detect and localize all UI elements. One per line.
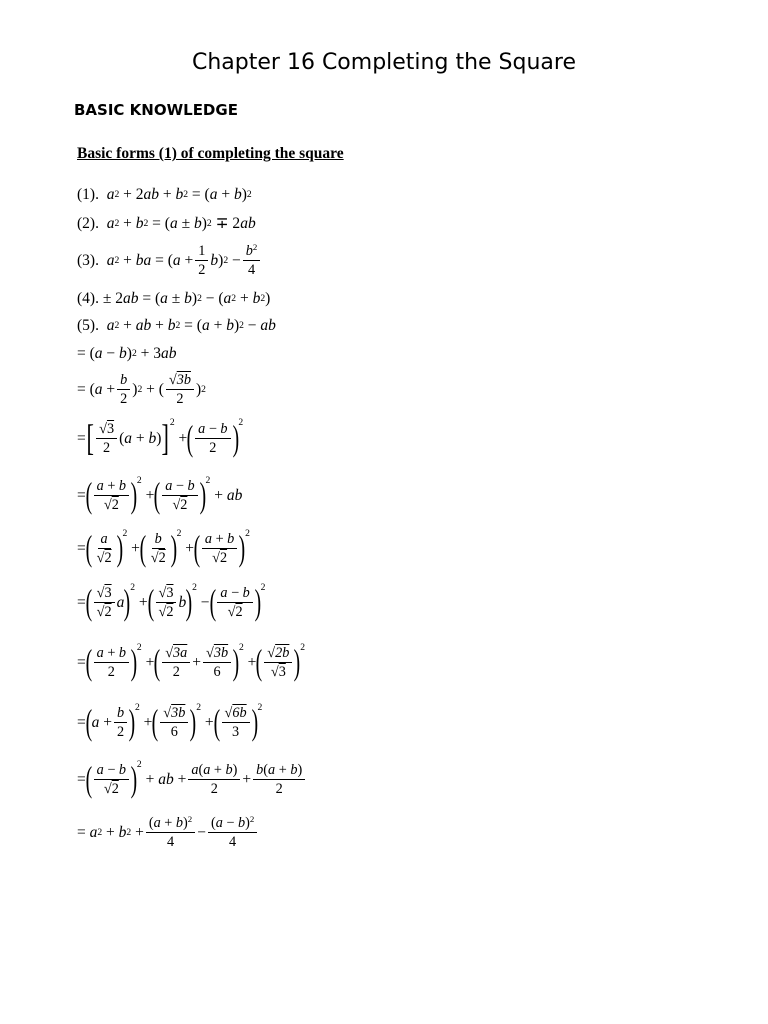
equation-5-step-7: = ( $\frac{a + b}{2}$ ) 2 + ( $\frac{√3a}{2}$ + $\frac{√3b}{6}$ ) 2 + ( $\frac{√2b}{√3}$ ) 2 [77, 642, 306, 683]
subheading: Basic forms (1) of completing the square [77, 145, 344, 162]
equation-5-step-9: = ( $\frac{a - b}{√2}$ ) 2 + ab + $\frac{a(a + b)}{2}$ + $\frac{b(a + b)}{2}$ [77, 762, 307, 798]
equation-label: (5). [77, 317, 99, 334]
equation-5-step-2: = ( a + $\frac{b}{2}$ ) 2 + ( $\frac{√3b}{2}$ ) 2 [77, 372, 206, 408]
equation-5-step-3: = [ $\frac{√3}{2}$ ( a + b ) ] 2 + ( $\frac{a - b}{2}$ ) 2 [77, 417, 244, 459]
equation-3: (3). a 2 + ba = ( a + $\frac{1}{2}$ b ) 2 − $\frac{b^2}{4}$ [77, 243, 262, 279]
equation-label: (4). [77, 290, 99, 307]
equation-5-step-4: = ( $\frac{a + b}{√2}$ ) 2 + ( $\frac{a - b}{√2}$ ) 2 + ab [77, 475, 243, 516]
page-title: Chapter 16 Completing the Square [192, 50, 576, 75]
equation-4: (4). ± 2 ab = ( a ± b ) 2 − ( a 2 + b 2 ) [77, 290, 271, 307]
equation-label: (3). [77, 252, 99, 270]
equation-5-step-10: = a 2 + b 2 + $\frac{(a + b)^2}{4}$ − $\frac{(a - b)^2}{4}$ [77, 815, 259, 851]
equation-5-step-6: = ( $\frac{√3}{√2}$ a ) 2 + ( $\frac{√3}{√2}$ b ) 2 − ( $\frac{a - b}{√2}$ ) 2 [77, 582, 266, 623]
equation-1: (1). a 2 + 2 ab + b 2 = ( a + b ) 2 [77, 186, 252, 203]
equation-label: (2). [77, 215, 99, 232]
equation-label: (1). [77, 186, 99, 203]
equation-5-step-1: = ( a − b ) 2 + 3 ab [77, 345, 177, 362]
equation-5-step-8: = ( a + $\frac{b}{2}$ ) 2 + ( $\frac{√3b}{6}$ ) 2 + ( $\frac{√6b}{3}$ ) 2 [77, 702, 263, 743]
equation-5-step-5: = ( $\frac{a}{√2}$ ) 2 + ( $\frac{b}{√2}$ ) 2 + ( $\frac{a + b}{√2}$ ) 2 [77, 528, 250, 569]
equation-5: (5). a 2 + ab + b 2 = ( a + b ) 2 − ab [77, 317, 276, 334]
equation-2: (2). a 2 + b 2 = ( a ± b ) 2 ∓ 2 ab [77, 215, 256, 232]
section-heading: BASIC KNOWLEDGE [74, 101, 238, 119]
